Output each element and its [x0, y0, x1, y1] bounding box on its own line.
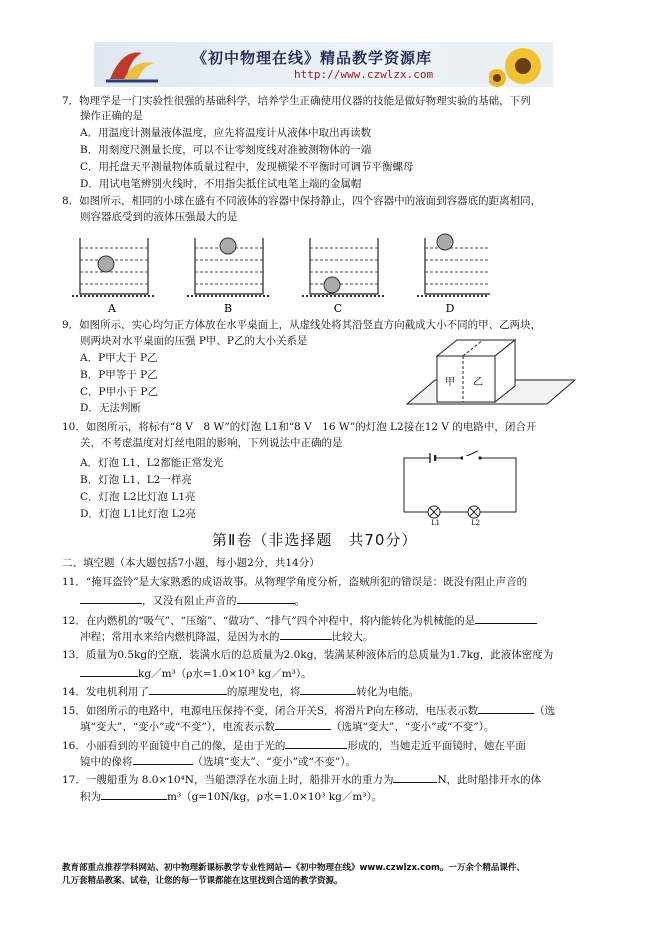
section-2-heading: 二、填空题（本大题包括7小题，每小题2分，共14分） [62, 557, 320, 569]
header-banner [94, 42, 553, 87]
q16-blank2[interactable] [133, 753, 193, 765]
fig-yi-label: 乙 [473, 377, 483, 388]
q17-blank1[interactable] [393, 771, 437, 783]
q14-blank1[interactable] [149, 683, 227, 695]
q9-option-c: C．P甲小于 P乙 [80, 386, 159, 398]
fig-l1-label: L1 [431, 519, 441, 526]
label-c: C [333, 302, 343, 315]
q14-line: 14．发电机利用了 的原理发电，将 转化为电能。 [62, 683, 419, 699]
q15-line1: 15．如图所示的电路中，电源电压保持不变，闭合开关S，将滑片P向左移动，电压表示数 （选 [62, 702, 555, 718]
q8-stem: 8．如图所示，相同的小球在盛有不同液体的容器中保持静止，四个容器中的液面到容器底的距离相同， [62, 195, 542, 207]
footer-line2: 几万套精品教案、试卷，让您的每一节课都能在这里找到合适的教学资源。 [62, 876, 343, 886]
container-c [302, 238, 386, 296]
q7-option-c: C．用托盘天平测量物体质量过程中，发现横梁不平衡时可调节平衡螺母 [80, 161, 414, 173]
sunflower-icon [489, 42, 553, 87]
q10-option-a: A．灯泡 L1、L2都能正常发光 [80, 457, 224, 469]
q10-stem-cont: 关，不考虑温度对灯丝电阻的影响，下列说法中正确的是 [80, 437, 343, 449]
q14-blank2[interactable] [300, 683, 356, 695]
q10-circuit-figure [400, 450, 525, 526]
q15-blank1[interactable] [478, 702, 534, 714]
q7-option-b: B．用刻度尺测量长度，可以不让零刻度线对准被测物体的一端 [80, 144, 372, 156]
q9-option-b: B．P甲等于 P乙 [80, 369, 158, 381]
q12-line1: 12．在内燃机的“吸气”、“压缩”、“做功”、“排气”四个冲程中，将内能转化为机械能的是 [62, 612, 537, 628]
label-d: D [445, 302, 455, 315]
q17-line2: 积为 m³（g=10N/kg，ρ水=1.0×10³ kg／m³）。 [80, 788, 382, 804]
label-b: B [223, 302, 233, 315]
q17-line1: 17．一艘船重为 8.0×10⁴N，当船漂浮在水面上时，船排开水的重力为 N，此时船排开水的体 [62, 771, 541, 787]
q15-blank2[interactable] [275, 718, 331, 730]
q13-line1: 13．质量为0.5kg的空瓶，装满水后的总质量为2.0kg，装满某种液体后的总质量为1.7kg，此液体密度为 [62, 649, 554, 661]
q13-blank[interactable] [80, 665, 138, 677]
q10-option-b: B．灯泡 L1、L2一样亮 [80, 474, 192, 486]
q8-stem-cont: 则容器底受到的液体压强最大的是 [80, 211, 238, 223]
q16-line1: 16．小丽看到的平面镜中自己的像，是由于光的 形成的，当她走近平面镜时，她在平面 [62, 737, 526, 753]
q12-line2: 冲程；常用水来给内燃机降温，是因为水的 比较大。 [80, 628, 374, 644]
q9-cube-figure [405, 330, 580, 412]
footer-line1: 教育部重点推荐学科网站、初中物理新课标教学专业性网站—《初中物理在线》www.czwlzx.com。一万余个精品课件、 [62, 863, 525, 873]
q15-line2: 填“变大”、“变小”或“不变”），电流表示数 （选填“变大”、“变小”或“不变”）。 [80, 718, 494, 734]
q13-line2: kg／m³（ρ水=1.0×10³ kg／m³）。 [80, 665, 312, 681]
q11-blank1[interactable] [80, 592, 142, 604]
label-a: A [108, 302, 116, 315]
q12-blank1[interactable] [475, 612, 537, 624]
banner-title: 《初中物理在线》精品教学资源库 [192, 49, 433, 67]
fig-jia-label: 甲 [445, 377, 455, 388]
section-2-title: 第Ⅱ卷（非选择题 共70分） [212, 531, 418, 549]
q7-stem: 7．物理学是一门实验性很强的基础科学，培养学生正确使用仪器的技能是做好物理实验的基础，下列 [62, 95, 531, 107]
container-d [417, 234, 490, 296]
fig-l2-label: L2 [471, 519, 481, 526]
container-b [187, 238, 271, 296]
banner-url: http://www.czwlzx.com [294, 68, 434, 81]
q11-line1: 11．“掩耳盗铃”是大家熟悉的成语故事。从物理学角度分析，盗贼所犯的错误是：既没有阻止声音的 [62, 576, 528, 588]
q11-blank2[interactable] [237, 592, 295, 604]
q10-stem: 10．如图所示，将标有“8 V 8 W”的灯泡 L1和“8 V 16 W”的灯泡 L2接在12 V 的电路中，闭合开 [62, 421, 537, 433]
q17-blank2[interactable] [101, 788, 167, 800]
q7-option-d: D．用试电笔辨别火线时，不用指尖抵住试电笔上端的金属帽 [80, 178, 362, 190]
q9-option-a: A．P甲大于 P乙 [80, 352, 158, 364]
q8-containers-figure [70, 228, 490, 318]
q9-stem-cont: 则两块对水平桌面的压强 P甲、P乙的大小关系是 [80, 335, 308, 347]
q10-option-c: C．灯泡 L2比灯泡 L1亮 [80, 491, 196, 503]
q16-line2: 镜中的像将 （选填“变大”、“变小”或“不变”）。 [80, 753, 356, 769]
q10-option-d: D．灯泡 L1比灯泡 L2亮 [80, 508, 196, 520]
q7-option-a: A．用温度计测量液体温度，应先将温度计从液体中取出再读数 [80, 127, 372, 139]
page-footer [62, 862, 602, 888]
site-logo-icon [102, 45, 162, 85]
q12-blank2[interactable] [280, 628, 332, 640]
q7-stem-cont: 操作正确的是 [80, 110, 143, 122]
q16-blank1[interactable] [285, 737, 347, 749]
q9-stem: 9．如图所示，实心均匀正方体放在水平桌面上，从虚线处将其沿竖直方向截成大小不同的甲、乙两块， [62, 319, 542, 331]
q9-option-d: D．无法判断 [80, 402, 141, 414]
q11-line2: ，又没有阻止声音的 。 [80, 592, 305, 608]
container-a [72, 238, 156, 296]
